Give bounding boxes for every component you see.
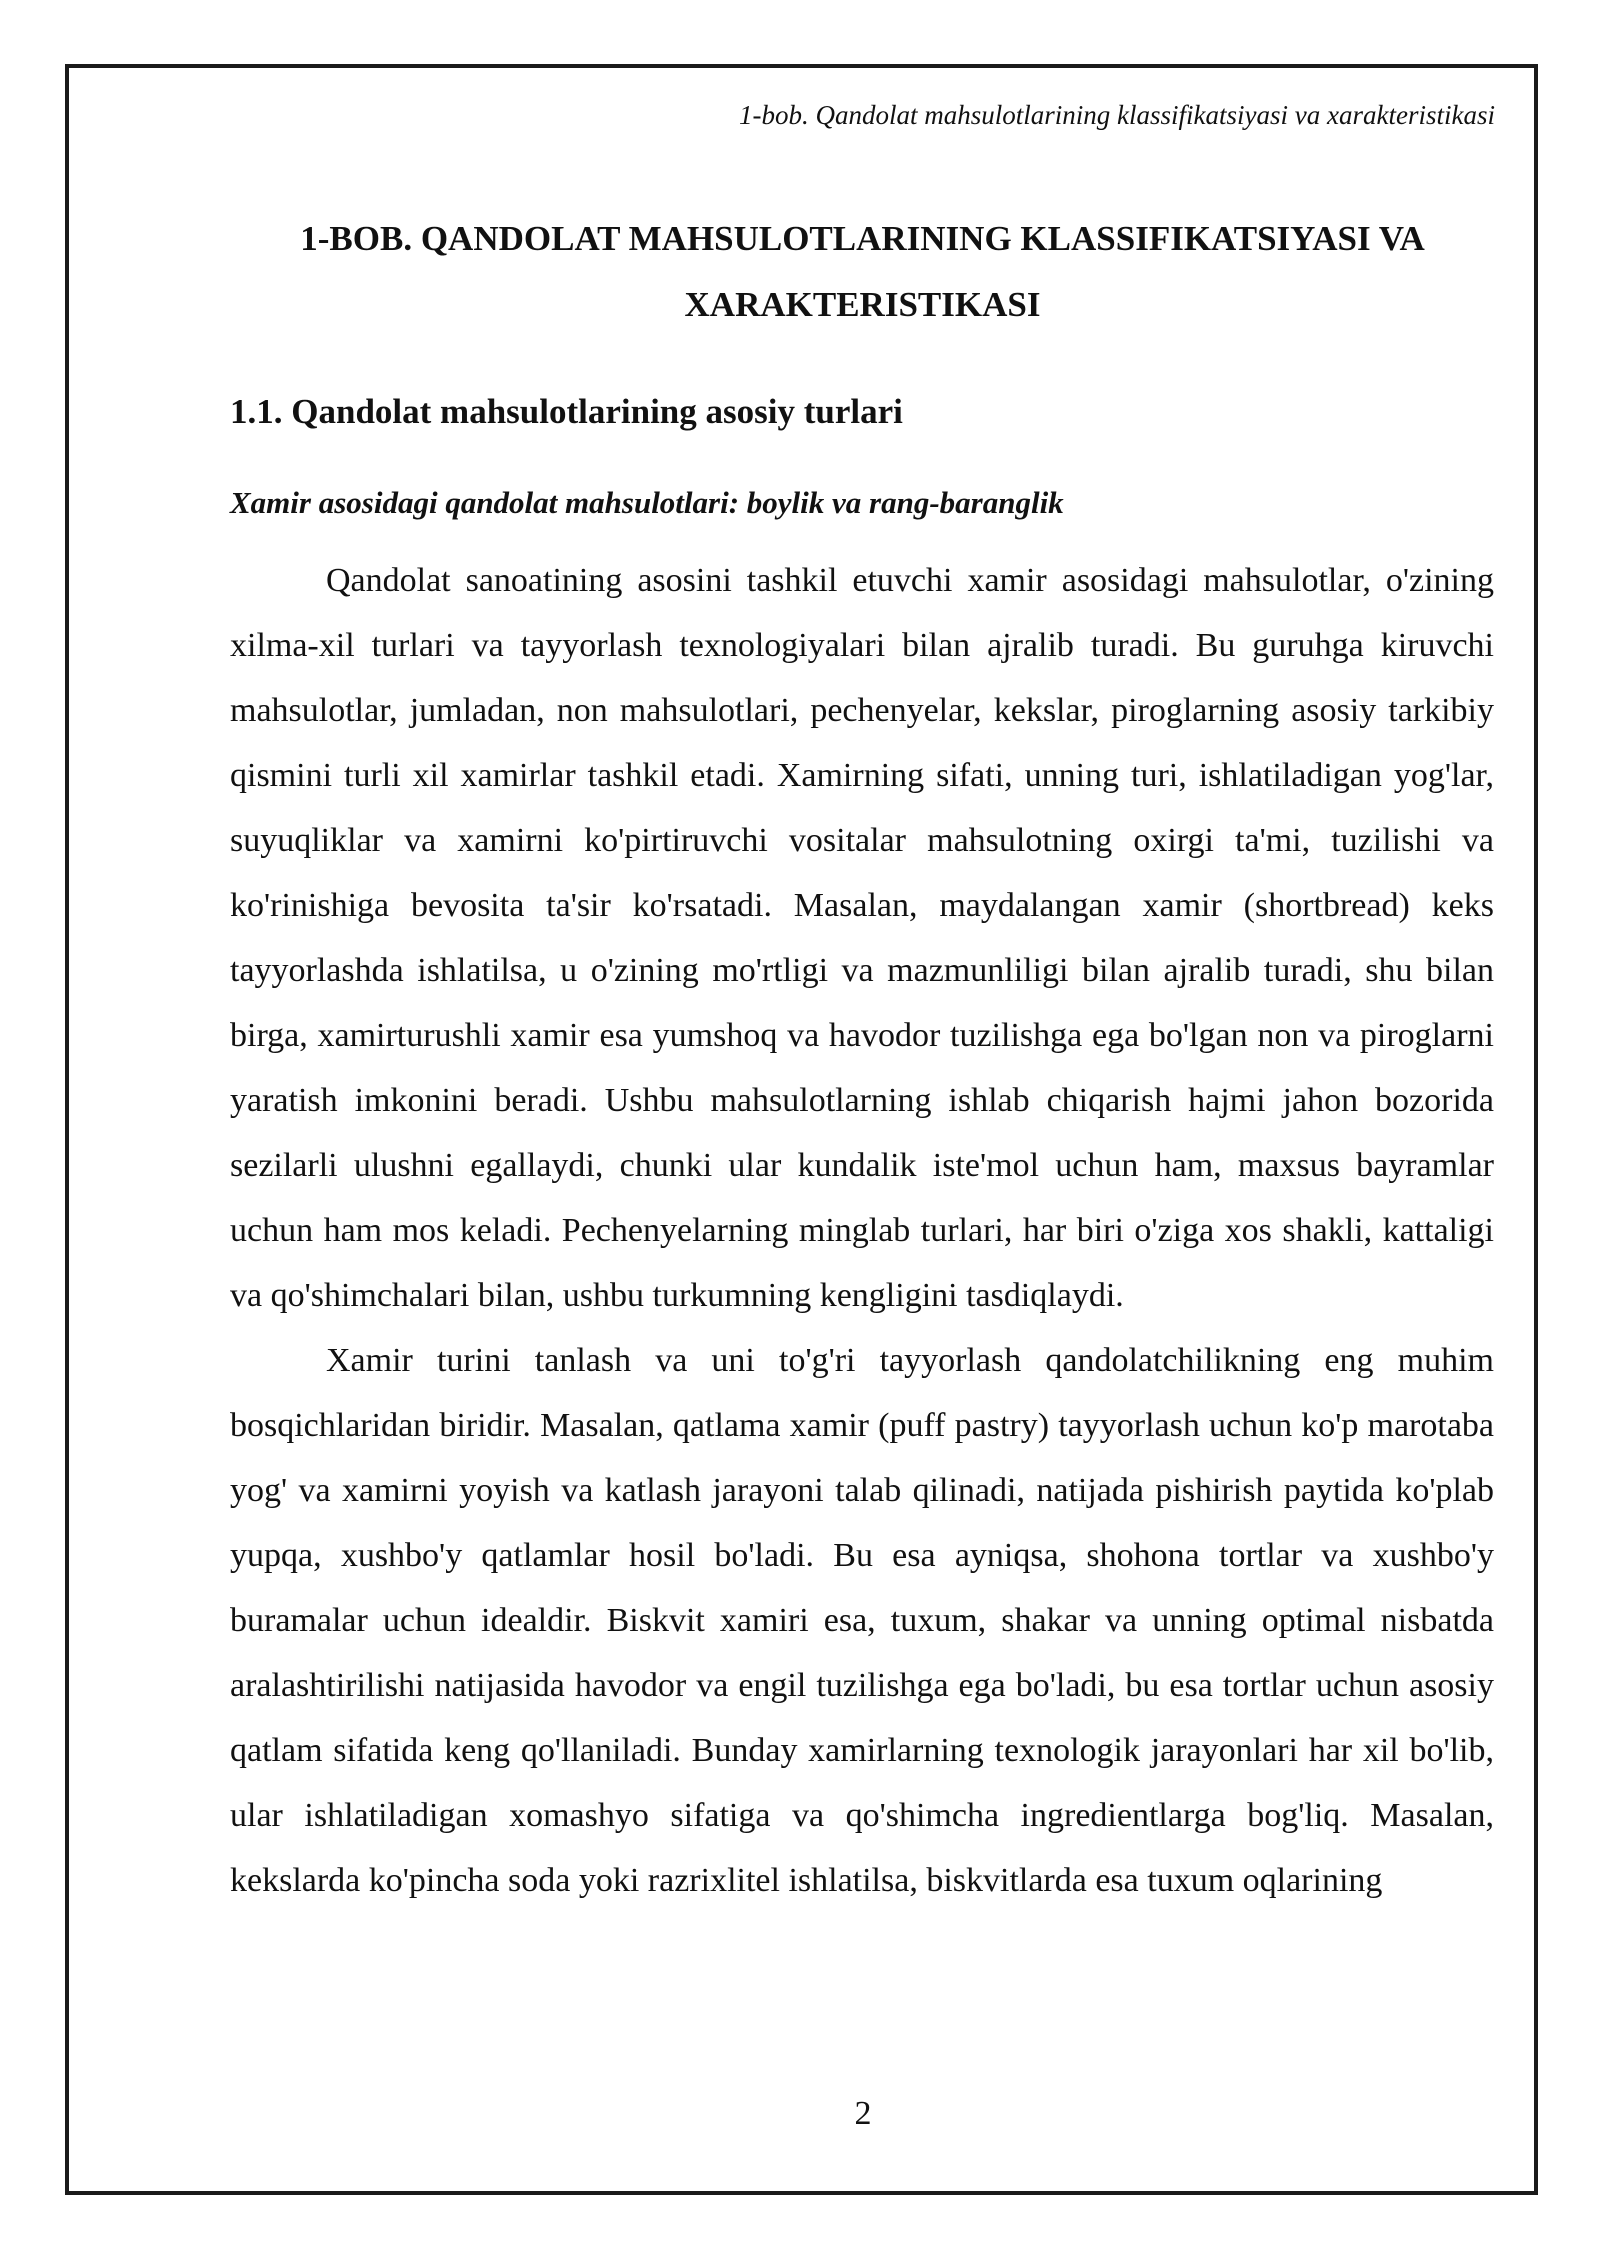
body-text (230, 548, 1494, 1913)
section-heading: 1.1. Qandolat mahsulotlarining asosiy turlari (230, 392, 903, 431)
subsection-heading: Xamir asosidagi qandolat mahsulotlari: boylik va rang-baranglik (230, 485, 1064, 520)
paragraph: Qandolat sanoatining asosini tashkil etuvchi xamir asosidagi mahsulotlar, o'zining xilma-xil turlari va tayyorlash texnologiyalari bilan ajralib turadi. Bu guruhga kiruvchi mahsulotlar, jumladan, non mahsulotlari, pechenyelar, kekslar, piroglarning asosiy tarkibiy qismini turli xil xamirlar tashkil etadi. Xamirning sifati, unning turi, ishlatiladigan yog'lar, suyuqliklar va xamirni ko'pirtiruvchi vositalar mahsulotning oxirgi ta'mi, tuzilishi va ko'rinishiga bevosita ta'sir ko'rsatadi. Masalan, maydalangan xamir (shortbread) keks tayyorlashda ishlatilsa, u o'zining mo'rtligi va mazmunliligi bilan ajralib turadi, shu bilan birga, xamirturushli xamir esa yumshoq va havodor tuzilishga ega bo'lgan non va piroglarni yaratish imkonini beradi. Ushbu mahsulotlarning ishlab chiqarish hajmi jahon bozorida sezilarli ulushni egallaydi, chunki ular kundalik iste'mol uchun ham, maxsus bayramlar uchun ham mos keladi. Pechenyelarning minglab turlari, har biri o'ziga xos shakli, kattaligi va qo'shimchalari bilan, ushbu turkumning kengligini tasdiqlaydi. (230, 562, 1494, 1314)
chapter-title: 1-BOB. QANDOLAT MAHSULOTLARINING KLASSIFIKATSIYASI VA XARAKTERISTIKASI (300, 219, 1425, 324)
page-number: 2 (854, 2095, 872, 2132)
running-header: 1-bob. Qandolat mahsulotlarining klassifikatsiyasi va xarakteristikasi (739, 100, 1495, 130)
paragraph: Xamir turini tanlash va uni to'g'ri tayyorlash qandolatchilikning eng muhim bosqichlaridan biridir. Masalan, qatlama xamir (puff pastry) tayyorlash uchun ko'p marotaba yog' va xamirni yoyish va katlash jarayoni talab qilinadi, natijada pishirish paytida ko'plab yupqa, xushbo'y qatlamlar hosil bo'ladi. Bu esa ayniqsa, shohona tortlar va xushbo'y buramalar uchun idealdir. Biskvit xamiri esa, tuxum, shakar va unning optimal nisbatda aralashtirilishi natijasida havodor va engil tuzilishga ega bo'ladi, bu esa tortlar uchun asosiy qatlam sifatida keng qo'llaniladi. Bunday xamirlarning texnologik jarayonlari har xil bo'lib, ular ishlatiladigan xomashyo sifatiga va qo'shimcha ingredientlarga bog'liq. Masalan, kekslarda ko'pincha soda yoki razrixlitel ishlatilsa, biskvitlarda esa tuxum oqlarining (230, 1342, 1494, 1899)
